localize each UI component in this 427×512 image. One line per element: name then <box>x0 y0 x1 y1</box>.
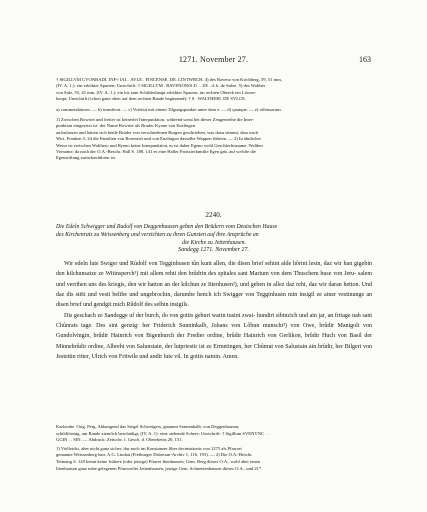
commentary-line: Vorname, da nach der O.A.-Beschr. Hall S. 188. 141 es eine Haller Patrizierfamilie Egen gab, auf welche die <box>56 149 256 155</box>
text-line: allem rehti den brûdrin des spitales sant Marium von dem Thuschem huse von Jeru- <box>150 271 357 278</box>
text-line: lutpriestir ist ze Ermetingen, her Chûnrat von Salustain ain brûdir, her Bilgeri von <box>174 343 372 350</box>
text-line: vestinunge an disen brief und gendgit mich Rûdolf des selbin insigils. <box>56 292 373 309</box>
note-line: genannte Weissenberg bair. A.G. Lindau (Freiburger Diözesan-Archiv 1, 116. 193). — 2) Die O.A.-Beschr. <box>56 452 253 458</box>
text-line: Dis geschach ze Sandegge uf der burch, do von gottis geburt warin tusint zwai- <box>64 312 256 319</box>
entry-number: 2240. <box>205 211 222 219</box>
text-line: Gerlikon, brûdir Huch von Basil der Minnebrûdir ordine, Albreht von Salunstain, der <box>56 333 373 350</box>
note-line <box>56 466 372 473</box>
commentary-line: Egenstiftung zurückzuführen ist. <box>56 155 117 161</box>
summary-line: des Kirchenrats zu Weissenberg und verzichten zu ihren Gunsten auf ihre Ansprüche an <box>56 232 259 239</box>
text-line: Gundolvingin, brûdir Hainrich von Bigenburch der Fredier ordine, brûdir Hainrich von <box>56 333 277 340</box>
seal-line: (IV. A. 1.): ein erhöhter Sparren; Umschrift: † SIGILLVM . RAVENONIS D . . ZE . d. b. de Sulze. 5) des Walther <box>56 83 266 89</box>
note-line: 1) Vielleicht, aber nicht ganz sicher, das noch im Konstanzer liber decimationis von 1275 als Pfarrort <box>56 445 242 451</box>
running-title: 1271. November 27. <box>178 55 249 64</box>
charter-text <box>56 259 372 362</box>
footnotes-top <box>56 77 372 162</box>
charter-paragraph <box>56 311 372 363</box>
entry-dateline: Sandegg 1271. November 27. <box>178 247 249 253</box>
seal-line: haupt; Umschrift (schon ganz oben auf dem rechten Rande beginnend): † S . WALTHERI. DE SVLCE. <box>56 96 247 102</box>
commentary-line: 1) Zwischen Rowriet und freiter ist keinerlei Interpunktion, während sonst bei dieser Zeugenreihe die Inter- <box>56 117 254 123</box>
seal-line: von Sulz, 55, 41 mm, (IV. A. 1.): ein bis zum Schildeshaupt erhöhter Sparren, im rechten Oberek ein Löwen- <box>56 89 257 95</box>
text-line: und ungebrochin, darumbe hench ich Swigger von Tegginhusin min insigil ze ainer <box>129 292 337 299</box>
summary-line: die Kirche zu Jettenhausen. <box>182 240 246 247</box>
text-line: Jestettin ritter, Ulrich von Fritwile und andir lute vil. In gottis namin. Amen. <box>56 354 239 361</box>
entry-summary <box>56 223 372 248</box>
source-line: GGIN . . SIN. — Abdruck: Zeitschr. f. Gesch. d. Oberrheins 20, 151. <box>56 437 183 443</box>
charter-paragraph <box>56 259 372 311</box>
page-number: 163 <box>359 55 371 64</box>
summary-line: Die Edeln Schwigger und Rudolf von Deggenhausen geben den Brüdern vom Deutschen Hause <box>56 224 278 230</box>
text-line: und geben in allez daz reht, daz wir daran hetton. Und daz dis stëti und vesti belibe <box>56 281 373 299</box>
commentary-line: aufzufassen und hätten sich beide Brüder von verschiedenen Burgen geschrieben, was dazu stimmt, dass nach <box>56 129 258 135</box>
text-line: hundirt sibinzich und ain jar, an fritage nah sant Chûnrats tage. Des sint genzig: her <box>56 312 373 330</box>
page-header <box>0 55 427 67</box>
source-line: schildförmig, am Rande ziemlich beschädigt, (IV. A. 1): eine stehende Schere; Umschrift: † Sigillum SVENVNC . . <box>56 430 269 436</box>
text-line: salem und verrihen uns des kriegis, den wir hatton an der kilchun ze Ittenhusen²), <box>56 271 373 288</box>
commentary-line: punktion eingesetzt ist: der Name Rowriet als Bruder Kyone von Enzlingen <box>56 123 196 129</box>
commentary-line: Wirt. Franken 5, 24 die Familien von Rosenriet und von Enzlingen dasselbe Wappen führten. — 2) In ähnlicher <box>56 136 262 142</box>
text-line: sehint alde hôrint lesin, daz wir han gigebin den kilchunsatze ze Witinsperch¹) mit <box>56 261 372 278</box>
note-line-text: Ittenhausen ganz nahe gelegenen Pfarrweiler Jettenhausen, jetzige Gem. Schnetzenhausen dieses O.A., und <box>56 465 254 471</box>
text-line: Wir edeln lute Swiger und Rúdolf von Tegginhusen tůn kunt allen, die disen brief <box>64 261 264 267</box>
footnotes-bottom <box>56 424 372 472</box>
text-line: Friderich Sunninkalb, Johans von Lôbun munschi³) von Owe, brûdir Manigolt von <box>153 323 372 330</box>
seal-line: † SIGILLVM CVONRADI. INF≈ IAL . AVLE . FINCENSE. DE. LINTWRCH. 4) des Raveno von Kirchberg, 59, 51 mm, <box>56 77 282 82</box>
commentary-line: Weise ist zwischen Walthero und Ryeno keine Interpunktion, es ist daher Egeno wohl Geschlechtsname, Walther <box>56 142 263 148</box>
variants-line: a) commendatores. — b) transferat. — c) Vorlesit mit einem Tilgungspunkte unter dem e. — d) quatque. — e) offensorum. <box>56 106 282 112</box>
signature-mark: 21* <box>254 465 262 471</box>
source-line: Karlsruhe. Orig. Perg. Abhangend das Siegel Schweigers, gnaunnt Sonnenkalb, von Deggenhausen, <box>56 424 240 429</box>
note-line: Tettnang S. 129 kennt keine frühere (oder jetzige) Pfarrei Ittenhausen, Gem. Berg dieses O.A., wohl aber einen <box>56 458 260 464</box>
